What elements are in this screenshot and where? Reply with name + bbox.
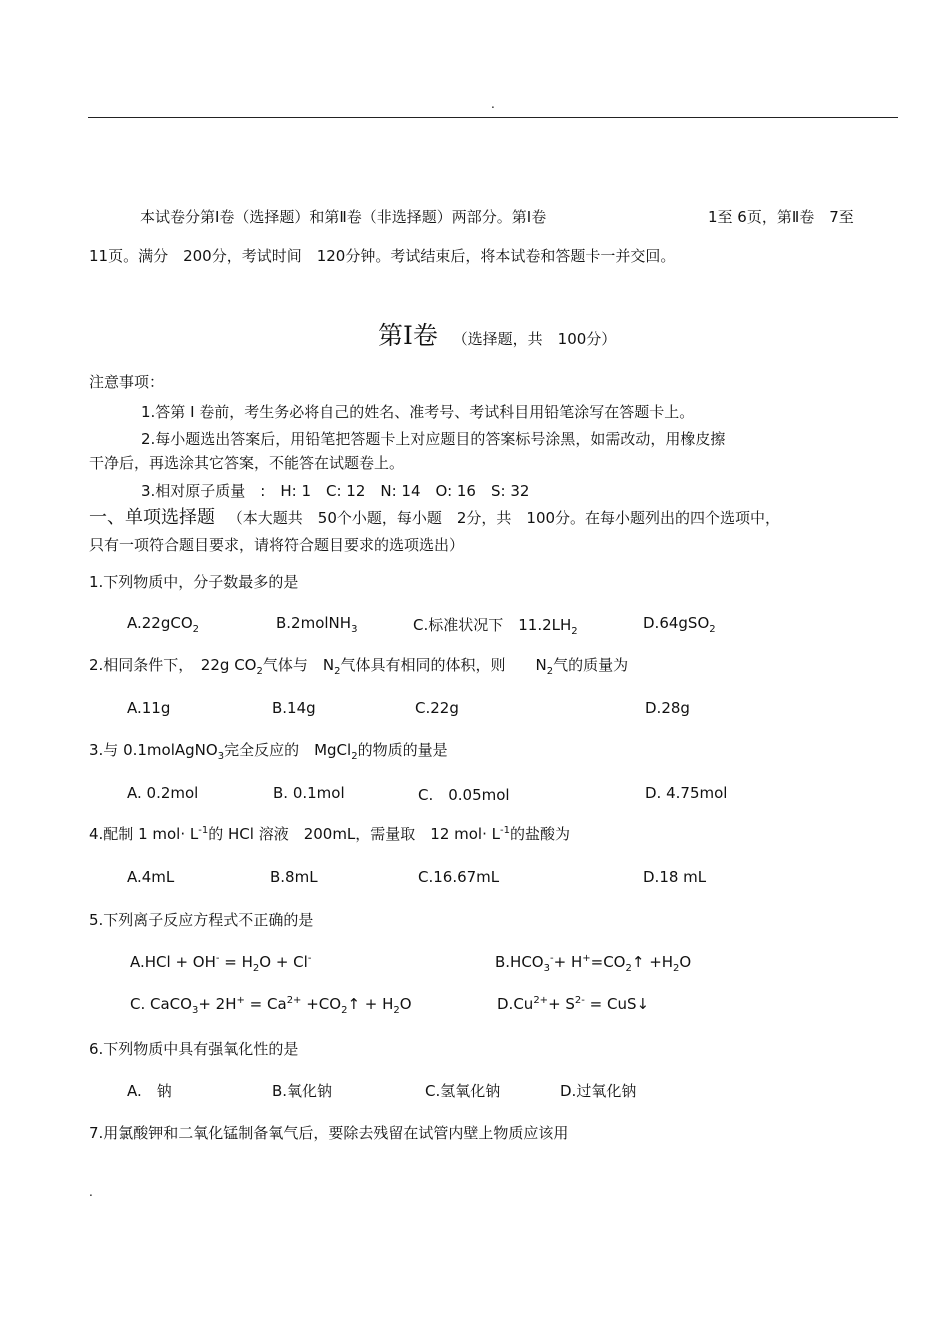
header-rule	[88, 117, 898, 118]
part-title	[378, 316, 616, 352]
notes-heading: 注意事项：	[89, 373, 165, 391]
header-dot: .	[491, 97, 495, 111]
q6-option-c: C.氢氧化钠	[425, 1082, 501, 1100]
q2-option-b: B.14g	[272, 699, 316, 717]
q5-stem: 5.下列离子反应方程式不正确的是	[89, 911, 314, 929]
section-title: 一、单项选择题	[89, 507, 215, 528]
q4-option-b: B.8mL	[270, 868, 318, 886]
q3-option-b: B. 0.1mol	[273, 784, 345, 802]
q1-option-b: B.2molNH$_3$	[276, 614, 358, 635]
q1-option-c: C.标准状况下 $11.2LH_2$	[413, 616, 578, 637]
notes-item-3: 3.相对原子质量 : H: 1 C: 12 N: 14 O: 16 S: 32	[141, 482, 530, 500]
section-desc-2: 只有一项符合题目要求，请将符合题目要求的选项选出）	[89, 536, 465, 554]
q2-stem: 2.相同条件下， 22g $CO_2$气体与 $N_2$气体具有相同的体积，则 $N_2$气的质量为	[89, 656, 629, 677]
q6-stem: 6.下列物质中具有强氧化性的是	[89, 1040, 299, 1058]
q5-option-d: $D.Cu^{2+}+ S^{2-}$ = CuS↓	[497, 995, 650, 1013]
q4-option-d: D.18 mL	[643, 868, 707, 886]
q2-option-c: C.22g	[415, 699, 459, 717]
section-desc-1: （本大题共 50个小题，每小题 2分，共 100分。在每小题列出的四个选项中，	[227, 509, 781, 527]
intro-line-1-right: 1至 6页，第Ⅱ卷 7至	[708, 208, 854, 226]
q6-option-a: A. 钠	[127, 1082, 172, 1100]
q1-option-a: A.22gCO$_2$	[127, 614, 200, 635]
q2-option-d: D.28g	[645, 699, 690, 717]
q6-option-b: B.氧化钠	[272, 1082, 333, 1100]
q3-stem: 3.与 0.1molAgNO$_3$完全反应的 MgCl$_2$的物质的量是	[89, 741, 448, 762]
q5-option-c: C. CaCO$_3$+ $2H^+ = Ca^{2+}$ $+CO_2↑ + H_2O$	[130, 995, 412, 1016]
part-title-sub: （选择题，共 100分）	[452, 330, 617, 348]
notes-item-1: 1.答第 Ⅰ 卷前，考生务必将自己的姓名、准考号、考试科目用铅笔涂写在答题卡上。	[141, 403, 695, 421]
q3-option-a: A. 0.2mol	[127, 784, 199, 802]
q5-option-b: $B.HCO_3^-+$ $H^+=CO_2↑ +H_2O$	[495, 953, 692, 974]
q4-stem: 4.配制 1 $mol\cdot L^{-1}$的 HCl 溶液 200mL，需量取 12 $mol\cdot L^{-1}$的盐酸为	[89, 825, 570, 843]
notes-item-2a: 2.每小题选出答案后，用铅笔把答题卡上对应题目的答案标号涂黑，如需改动，用橡皮擦	[141, 430, 726, 448]
notes-item-2b: 干净后，再选涂其它答案，不能答在试题卷上。	[89, 454, 405, 472]
q4-option-a: A.4mL	[127, 868, 175, 886]
q1-stem: 1.下列物质中，分子数最多的是	[89, 573, 299, 591]
section-header	[89, 503, 780, 529]
q3-option-d: D. 4.75mol	[645, 784, 728, 802]
q3-option-c: C. 0.05mol	[418, 786, 510, 804]
intro-line-1: 本试卷分第Ⅰ卷（选择题）和第Ⅱ卷（非选择题）两部分。第Ⅰ卷	[140, 208, 547, 226]
q7-stem: 7.用氯酸钾和二氧化锰制备氧气后，要除去残留在试管内壁上物质应该用	[89, 1124, 569, 1142]
q6-option-d: D.过氧化钠	[560, 1082, 637, 1100]
q4-option-c: C.16.67mL	[418, 868, 500, 886]
q1-option-d: D.64gSO$_2$	[643, 614, 716, 635]
intro-line-2: 11页。满分 200分，考试时间 120分钟。考试结束后，将本试卷和答题卡一并交回。	[89, 247, 676, 265]
q5-option-a: $A.HCl + OH^- = H_2O + Cl^-$	[130, 953, 312, 974]
footer-dot: .	[89, 1185, 93, 1199]
part-title-main: 第Ⅰ卷	[378, 321, 438, 350]
q2-option-a: A.11g	[127, 699, 171, 717]
